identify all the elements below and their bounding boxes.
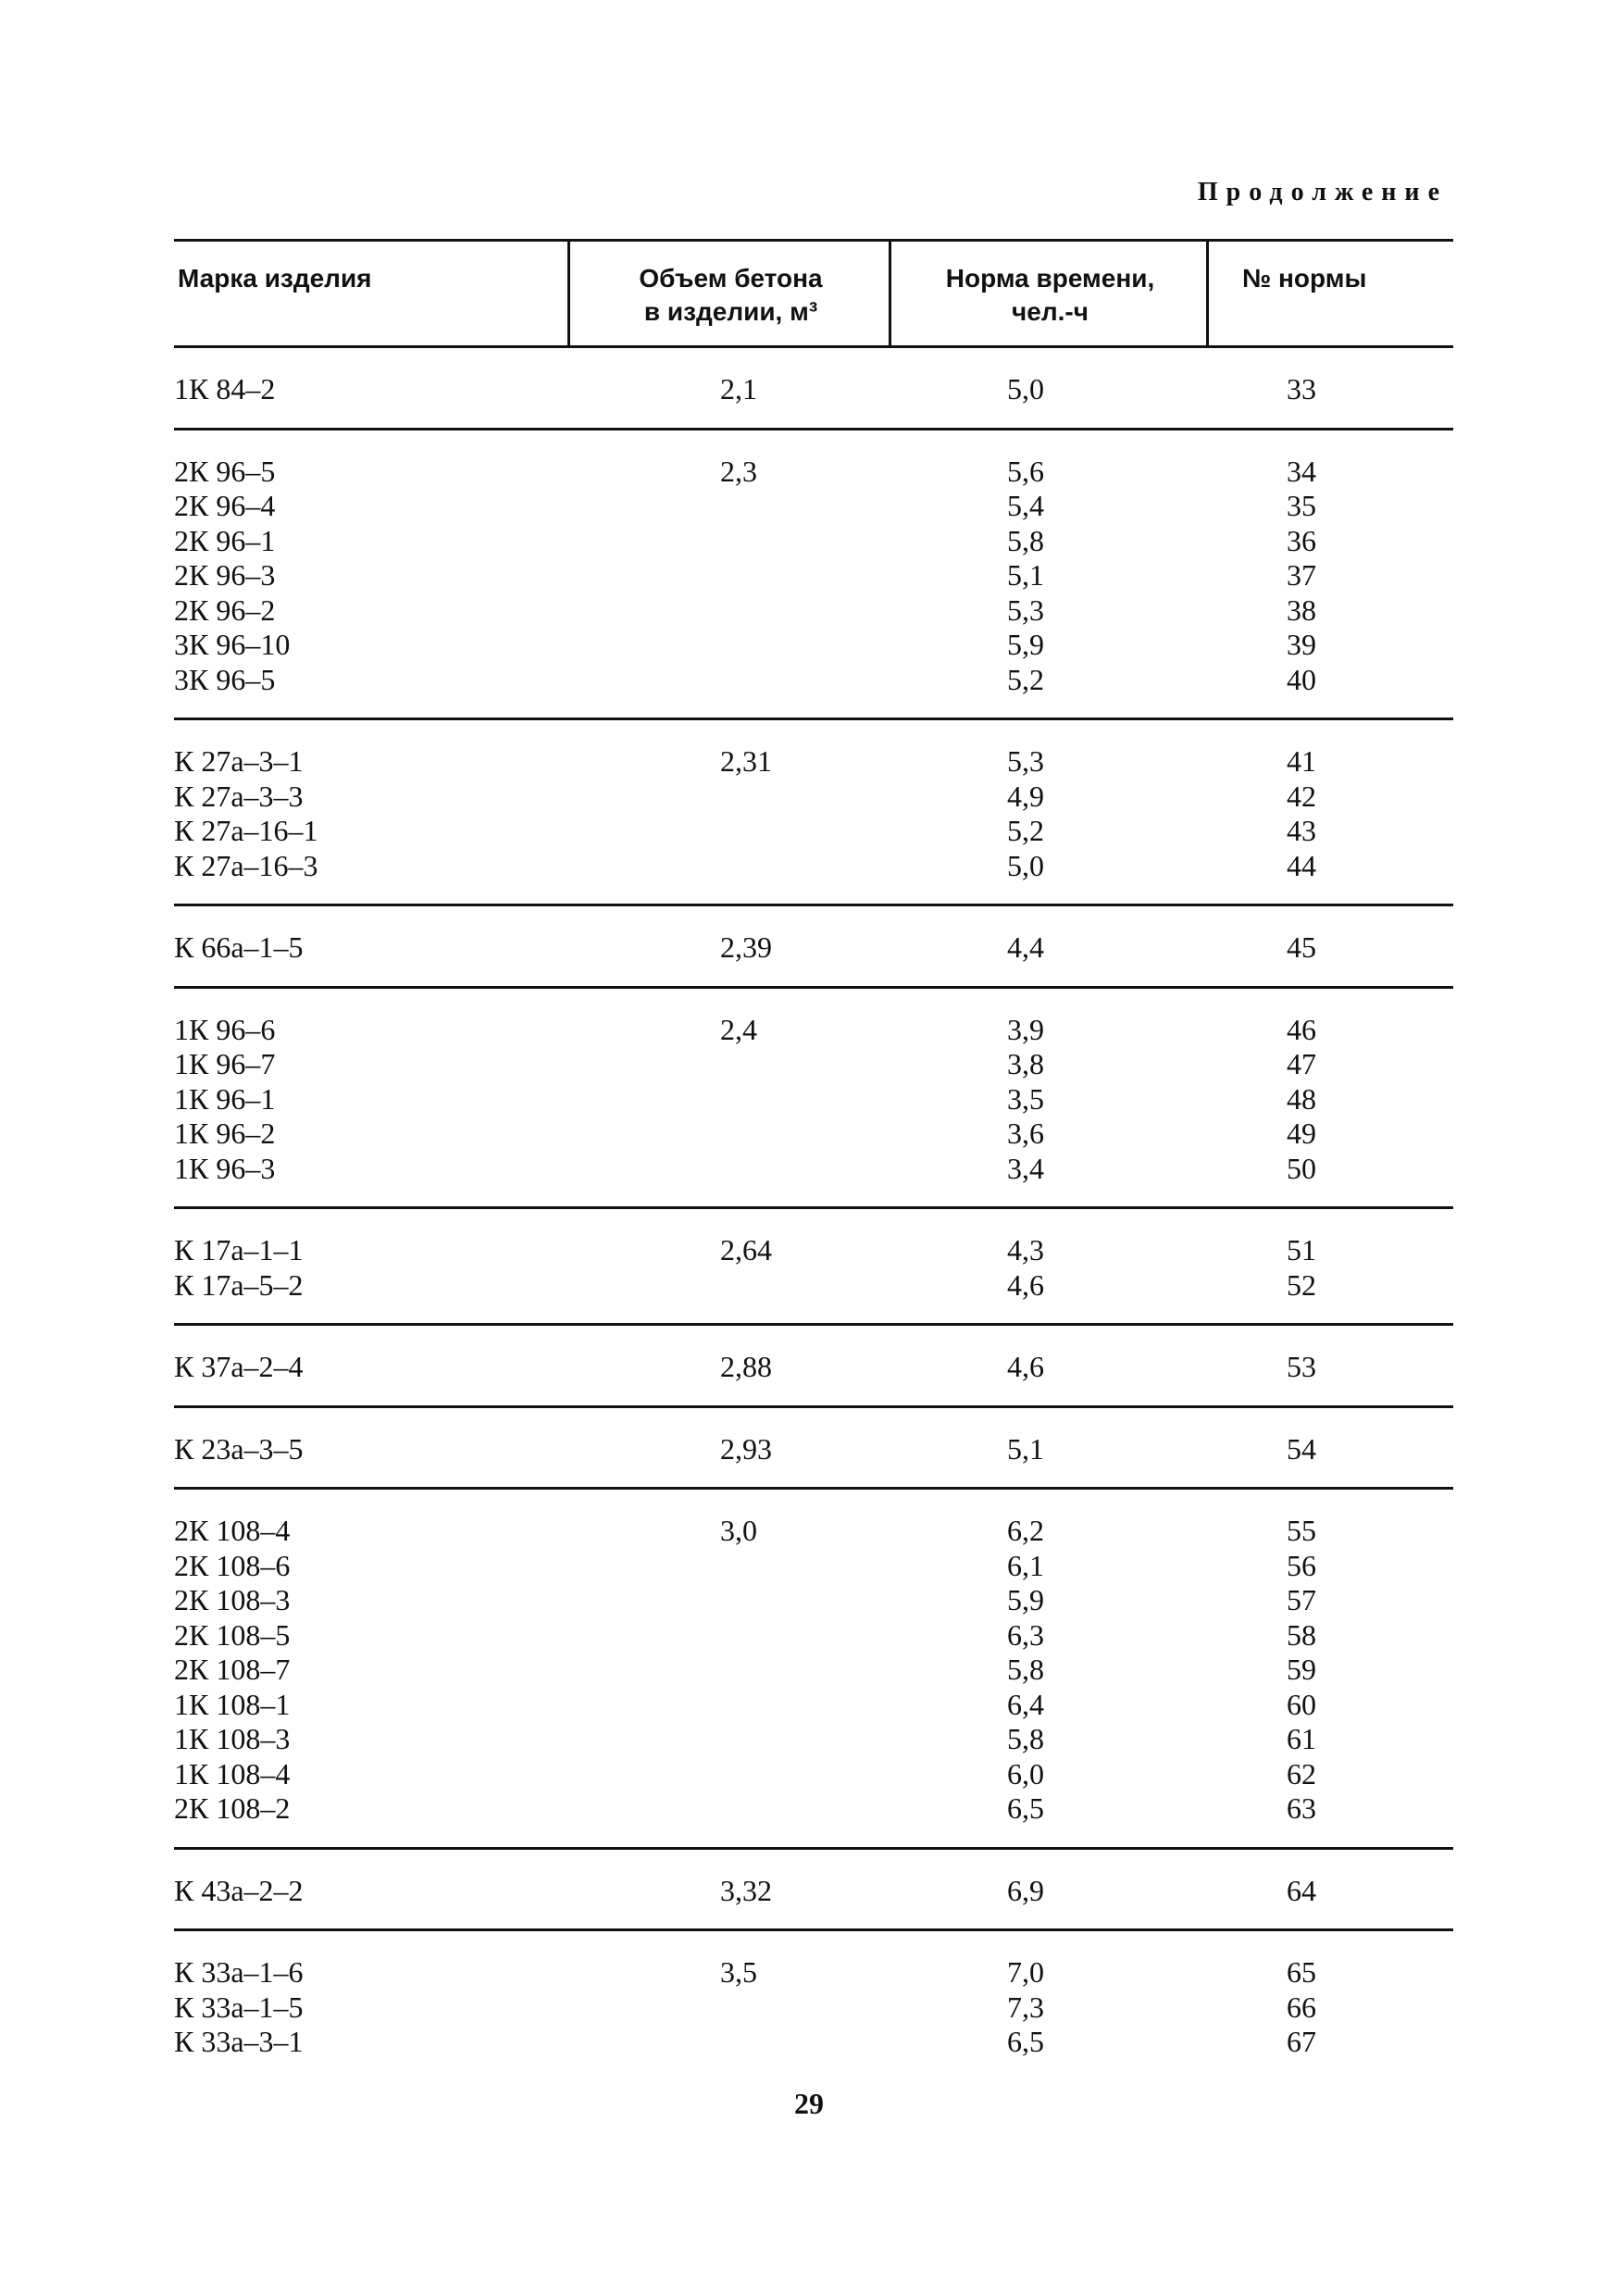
norm-number-cell: 53: [1287, 1350, 1316, 1383]
norm-time-column: [1007, 1013, 1081, 1187]
norm-number-cell: 67: [1287, 2025, 1316, 2058]
mark-cell: 2К 108–5: [174, 1617, 291, 1652]
table-row-group: [174, 1490, 1453, 1850]
mark-cell: 2К 96–5: [174, 454, 276, 488]
norm-number-cell: 52: [1287, 1267, 1316, 1302]
norm-time-cell: 6,3: [1007, 1617, 1044, 1652]
norm-number-cell: 51: [1287, 1233, 1316, 1267]
norm-time-column: [1007, 744, 1081, 883]
mark-cell: К 27а–3–1: [174, 744, 304, 778]
norm-number-column: [1287, 930, 1316, 966]
mark-cell: 2К 108–6: [174, 1548, 291, 1582]
header-volume-line2: в изделии, м³: [643, 297, 818, 326]
mark-column: [174, 1350, 1453, 1385]
volume-cell: 3,32: [720, 1873, 772, 1907]
norm-time-column: [1007, 455, 1081, 698]
table-row-group: [174, 1408, 1453, 1491]
norm-number-cell: 38: [1287, 593, 1316, 627]
norm-number-cell: 65: [1287, 1955, 1316, 1989]
header-mark-label: Марка изделия: [178, 264, 372, 293]
norm-time-cell: 7,3: [1007, 1990, 1044, 2024]
mark-cell: К 66а–1–5: [174, 930, 304, 964]
norm-time-cell: 5,6: [1007, 454, 1044, 488]
norm-number-column: [1287, 1955, 1316, 2060]
norm-number-cell: 50: [1287, 1151, 1316, 1185]
norm-number-cell: 47: [1287, 1047, 1316, 1080]
volume-column: [720, 1514, 757, 1549]
mark-cell: К 27а–16–1: [174, 814, 318, 847]
norm-time-cell: 4,9: [1007, 779, 1044, 813]
volume-column: [720, 1432, 772, 1467]
volume-cell: 2,64: [720, 1233, 772, 1267]
norm-time-column: [1007, 1350, 1081, 1385]
volume-column: [720, 744, 772, 780]
volume-column: [720, 930, 772, 966]
norm-time-cell: 6,1: [1007, 1548, 1044, 1582]
norm-number-cell: 36: [1287, 523, 1316, 557]
volume-cell: 2,88: [720, 1350, 772, 1383]
volume-cell: 2,93: [720, 1431, 772, 1466]
norm-time-cell: 3,5: [1007, 1081, 1044, 1116]
mark-column: [174, 1233, 1453, 1303]
table-header: [174, 239, 1453, 348]
norm-number-cell: 66: [1287, 1990, 1316, 2024]
table-row-group: [174, 348, 1453, 430]
table-row-group: [174, 1326, 1453, 1408]
mark-cell: 2К 96–3: [174, 558, 276, 592]
mark-cell: 1К 96–3: [174, 1151, 276, 1185]
table-body: [174, 348, 1453, 2080]
norm-time-column: [1007, 930, 1081, 966]
norm-time-cell: 3,4: [1007, 1151, 1044, 1185]
volume-column: [720, 1874, 772, 1909]
mark-cell: 1К 108–3: [174, 1722, 291, 1755]
header-cell-mark: [174, 242, 567, 345]
table-row-group: [174, 1209, 1453, 1326]
volume-cell: 3,5: [720, 1955, 757, 1989]
mark-cell: К 33а–1–5: [174, 1990, 304, 2024]
norm-time-cell: 6,0: [1007, 1756, 1044, 1791]
volume-column: [720, 372, 757, 407]
norm-time-cell: 5,1: [1007, 1431, 1044, 1466]
norm-time-cell: 4,6: [1007, 1267, 1044, 1302]
mark-cell: К 27а–3–3: [174, 779, 304, 813]
mark-column: [174, 930, 1453, 966]
norm-time-cell: 7,0: [1007, 1955, 1044, 1989]
norm-number-cell: 61: [1287, 1722, 1316, 1755]
norm-time-cell: 6,5: [1007, 2025, 1044, 2058]
mark-cell: 1К 108–1: [174, 1687, 291, 1721]
table-row-group: [174, 1850, 1453, 1932]
header-norm-time-label: [891, 262, 1209, 329]
mark-cell: 3К 96–5: [174, 662, 276, 696]
mark-cell: 2К 96–1: [174, 523, 276, 557]
norm-number-cell: 55: [1287, 1514, 1316, 1547]
norm-number-cell: 60: [1287, 1687, 1316, 1721]
mark-cell: К 33а–3–1: [174, 2025, 304, 2058]
norm-time-column: [1007, 1233, 1081, 1303]
norm-time-cell: 5,3: [1007, 744, 1044, 778]
table-row-group: [174, 430, 1453, 721]
header-norm-time-line1: Норма времени,: [945, 264, 1155, 293]
norm-time-cell: 5,8: [1007, 1722, 1044, 1755]
norm-time-column: [1007, 1514, 1081, 1827]
mark-cell: 2К 96–2: [174, 593, 276, 627]
norm-number-column: [1287, 1874, 1316, 1909]
norm-number-cell: 37: [1287, 558, 1316, 592]
norm-time-cell: 4,3: [1007, 1233, 1044, 1267]
norms-table: [174, 239, 1453, 2080]
norm-number-cell: 39: [1287, 628, 1316, 661]
norm-time-cell: 5,1: [1007, 558, 1044, 592]
norm-number-column: [1287, 1514, 1316, 1827]
norm-time-cell: 6,2: [1007, 1514, 1044, 1547]
norm-time-cell: 4,4: [1007, 930, 1044, 964]
mark-cell: К 43а–2–2: [174, 1873, 304, 1907]
norm-time-cell: 5,2: [1007, 814, 1044, 847]
mark-cell: 1К 84–2: [174, 372, 276, 406]
table-row-group: [174, 720, 1453, 906]
norm-time-cell: 5,9: [1007, 628, 1044, 661]
volume-column: [720, 1233, 772, 1268]
norm-time-cell: 5,2: [1007, 662, 1044, 696]
norm-number-cell: 49: [1287, 1117, 1316, 1150]
mark-cell: К 23а–3–5: [174, 1431, 304, 1466]
mark-cell: 1К 96–6: [174, 1012, 276, 1046]
norm-number-cell: 40: [1287, 662, 1316, 696]
norm-number-cell: 56: [1287, 1548, 1316, 1582]
mark-column: [174, 455, 1453, 698]
volume-column: [720, 1350, 772, 1385]
mark-column: [174, 744, 1453, 883]
norm-number-cell: 43: [1287, 814, 1316, 847]
norm-time-cell: 3,9: [1007, 1012, 1044, 1046]
mark-column: [174, 1955, 1453, 2060]
page-number: 29: [794, 2087, 824, 2120]
norm-number-cell: 45: [1287, 930, 1316, 964]
norm-number-cell: 64: [1287, 1873, 1316, 1907]
volume-cell: 2,31: [720, 744, 772, 778]
norm-time-cell: 6,9: [1007, 1873, 1044, 1907]
mark-cell: 3К 96–10: [174, 628, 291, 661]
mark-cell: 1К 96–7: [174, 1047, 276, 1080]
norm-number-cell: 41: [1287, 744, 1316, 778]
header-norm-number-label: № нормы: [1242, 264, 1367, 293]
volume-cell: 2,39: [720, 930, 772, 964]
mark-column: [174, 1874, 1453, 1909]
norm-number-cell: 58: [1287, 1617, 1316, 1652]
mark-column: [174, 372, 1453, 407]
volume-cell: 3,0: [720, 1514, 757, 1547]
norm-time-cell: 4,6: [1007, 1350, 1044, 1383]
mark-cell: 2К 96–4: [174, 489, 276, 522]
norm-time-cell: 6,5: [1007, 1791, 1044, 1825]
volume-cell: 2,3: [720, 454, 757, 488]
header-cell-norm-time: [889, 242, 1209, 345]
mark-cell: 1К 96–1: [174, 1081, 276, 1116]
norm-time-column: [1007, 372, 1081, 407]
norm-number-column: [1287, 1013, 1316, 1187]
norm-time-column: [1007, 1874, 1081, 1909]
norm-number-column: [1287, 1233, 1316, 1303]
norm-number-cell: 48: [1287, 1081, 1316, 1116]
mark-cell: 1К 108–4: [174, 1756, 291, 1791]
norm-number-cell: 54: [1287, 1431, 1316, 1466]
header-cell-volume: [567, 242, 891, 345]
volume-cell: 2,1: [720, 372, 757, 406]
norm-number-cell: 34: [1287, 454, 1316, 488]
norm-number-cell: 59: [1287, 1653, 1316, 1686]
norm-number-cell: 63: [1287, 1791, 1316, 1825]
norm-time-cell: 5,0: [1007, 372, 1044, 406]
norm-time-cell: 6,4: [1007, 1687, 1044, 1721]
norm-number-cell: 33: [1287, 372, 1316, 406]
mark-cell: К 17а–1–1: [174, 1233, 304, 1267]
header-volume-label: [570, 262, 891, 329]
norm-time-cell: 5,8: [1007, 1653, 1044, 1686]
continuation-label: Продолжение: [1197, 178, 1448, 206]
norm-time-column: [1007, 1955, 1081, 2060]
mark-cell: К 37а–2–4: [174, 1350, 304, 1383]
norm-number-cell: 46: [1287, 1012, 1316, 1046]
norm-number-column: [1287, 1432, 1316, 1467]
volume-cell: 2,4: [720, 1012, 757, 1046]
mark-cell: 2К 108–4: [174, 1514, 291, 1547]
norm-number-column: [1287, 372, 1316, 407]
norm-number-cell: 35: [1287, 489, 1316, 522]
norm-number-column: [1287, 1350, 1316, 1385]
norm-time-column: [1007, 1432, 1081, 1467]
table-row-group: [174, 1931, 1453, 2080]
mark-column: [174, 1432, 1453, 1467]
norm-time-cell: 5,4: [1007, 489, 1044, 522]
norm-time-cell: 5,9: [1007, 1583, 1044, 1616]
norm-number-cell: 42: [1287, 779, 1316, 813]
table-row-group: [174, 989, 1453, 1210]
mark-column: [174, 1514, 1453, 1827]
norm-time-cell: 3,8: [1007, 1047, 1044, 1080]
norm-number-cell: 57: [1287, 1583, 1316, 1616]
mark-cell: 2К 108–3: [174, 1583, 291, 1616]
norm-time-cell: 5,3: [1007, 593, 1044, 627]
mark-cell: К 27а–16–3: [174, 848, 318, 882]
header-cell-norm-number: [1206, 242, 1456, 345]
volume-column: [720, 1013, 757, 1048]
header-volume-line1: Объем бетона: [639, 264, 823, 293]
mark-cell: 1К 96–2: [174, 1117, 276, 1150]
norm-time-cell: 5,8: [1007, 523, 1044, 557]
header-norm-time-line2: чел.-ч: [1012, 297, 1089, 326]
norm-number-column: [1287, 455, 1316, 698]
mark-cell: К 17а–5–2: [174, 1267, 304, 1302]
table-row-group: [174, 906, 1453, 989]
norm-number-cell: 44: [1287, 848, 1316, 882]
mark-cell: 2К 108–2: [174, 1791, 291, 1825]
mark-column: [174, 1013, 1453, 1187]
norm-number-column: [1287, 744, 1316, 883]
volume-column: [720, 455, 757, 490]
norm-time-cell: 3,6: [1007, 1117, 1044, 1150]
mark-cell: 2К 108–7: [174, 1653, 291, 1686]
volume-column: [720, 1955, 757, 1990]
norm-number-cell: 62: [1287, 1756, 1316, 1791]
mark-cell: К 33а–1–6: [174, 1955, 304, 1989]
norm-time-cell: 5,0: [1007, 848, 1044, 882]
